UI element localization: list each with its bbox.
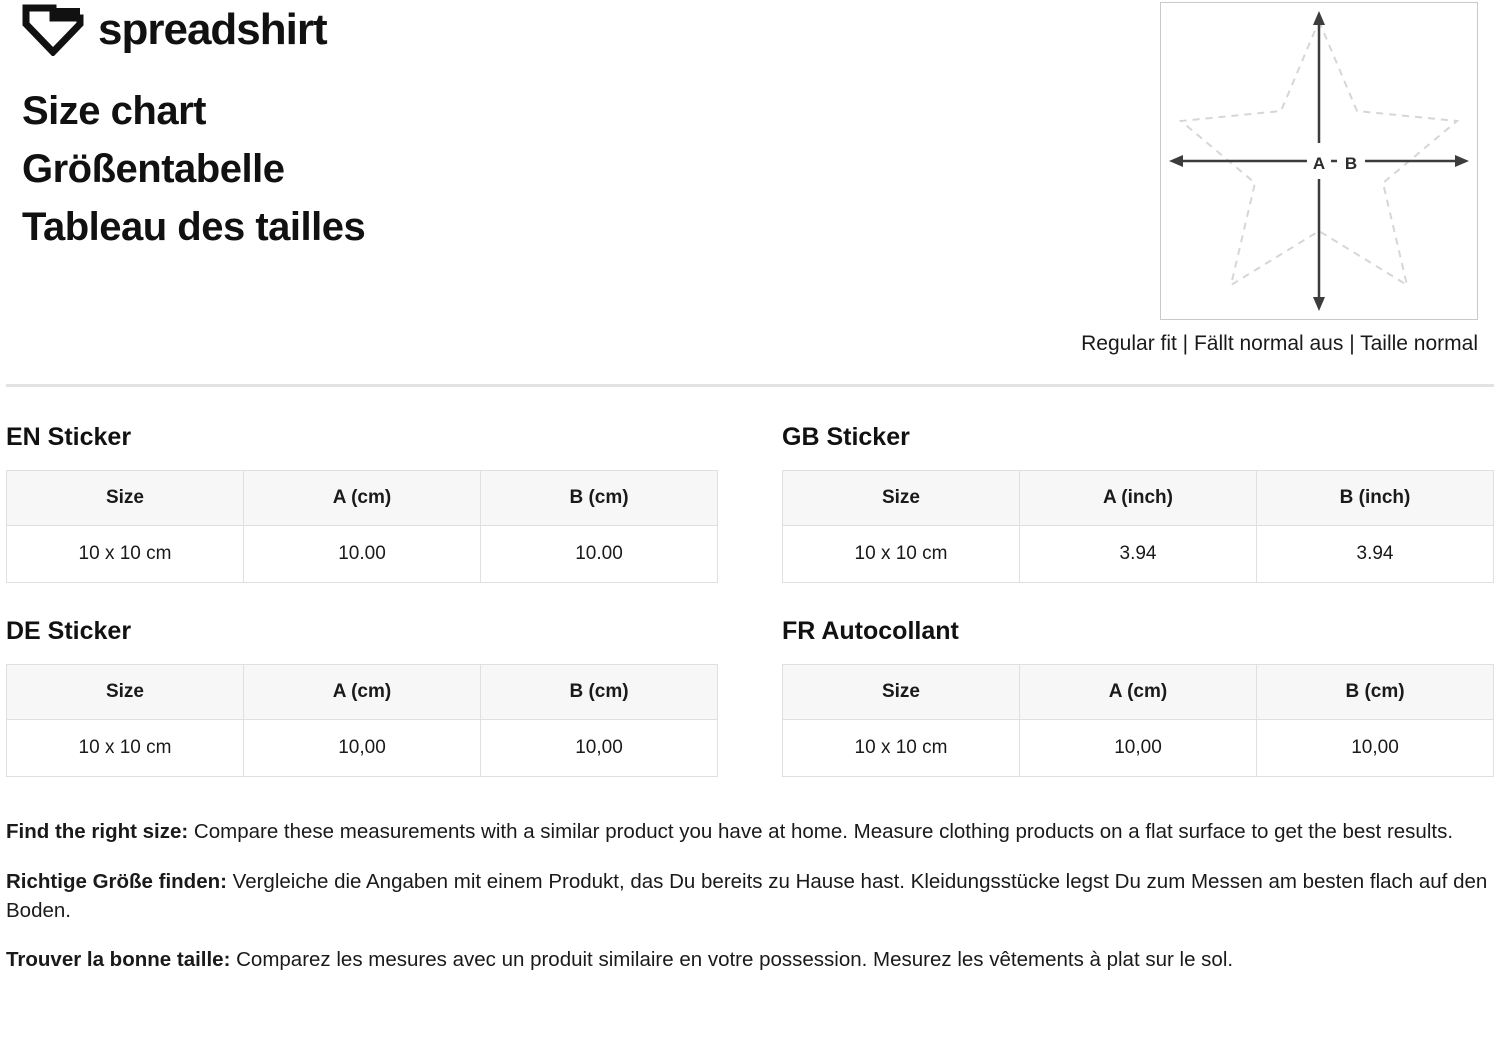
note-de-text: Vergleiche die Angaben mit einem Produkt, das Du bereits zu Hause hast. Kleidungsstücke legst Du zum Messen am besten flach auf den Boden. [6, 869, 1488, 922]
brand-and-titles [22, 0, 365, 256]
spreadshirt-heart-logo-icon [22, 4, 84, 56]
brand-logo [22, 4, 365, 56]
column-header-a: A (cm) [244, 471, 481, 526]
table-row [783, 526, 1494, 583]
column-header-size: Size [7, 665, 244, 720]
page-header [0, 0, 1500, 356]
column-header-a: A (cm) [244, 665, 481, 720]
brand-name: spreadshirt [98, 5, 327, 54]
size-table-gb [782, 470, 1494, 583]
measurement-notes [0, 817, 1500, 974]
table-row [783, 720, 1494, 777]
column-header-size: Size [783, 471, 1020, 526]
size-table-de [6, 664, 718, 777]
table-title-en: EN Sticker [6, 423, 132, 451]
table-header-row [7, 665, 718, 720]
fit-caption: Regular fit | Fällt normal aus | Taille normal [1081, 332, 1478, 355]
header-divider [6, 384, 1494, 387]
column-header-a: A (cm) [1020, 665, 1257, 720]
column-header-b: B (cm) [1257, 665, 1494, 720]
cell-b: 10.00 [481, 526, 718, 583]
page-title-fr: Tableau des tailles [22, 205, 366, 249]
cell-b: 10,00 [481, 720, 718, 777]
svg-text:A: A [1312, 154, 1326, 173]
table-block-gb [782, 423, 1494, 583]
table-block-en [6, 423, 718, 583]
cell-a: 10.00 [244, 526, 481, 583]
cell-a: 10,00 [1020, 720, 1257, 777]
table-row [7, 720, 718, 777]
svg-text:B: B [1344, 154, 1358, 173]
table-title-de: DE Sticker [6, 617, 132, 645]
column-header-size: Size [783, 665, 1020, 720]
column-header-b: B (cm) [481, 665, 718, 720]
table-title-gb: GB Sticker [782, 423, 910, 451]
table-header-row [783, 665, 1494, 720]
note-fr-lead: Trouver la bonne taille: [6, 948, 231, 972]
cell-b: 3.94 [1257, 526, 1494, 583]
table-title-fr: FR Autocollant [782, 617, 959, 645]
cell-size: 10 x 10 cm [7, 720, 244, 777]
table-row [7, 526, 718, 583]
column-header-size: Size [7, 471, 244, 526]
table-header-row [783, 471, 1494, 526]
cell-b: 10,00 [1257, 720, 1494, 777]
column-header-a: A (inch) [1020, 471, 1257, 526]
note-fr [6, 945, 1494, 974]
size-tables [0, 423, 1500, 777]
cell-a: 10,00 [244, 720, 481, 777]
cell-a: 3.94 [1020, 526, 1257, 583]
column-header-b: B (cm) [481, 471, 718, 526]
note-de [6, 867, 1494, 925]
size-table-fr [782, 664, 1494, 777]
cell-size: 10 x 10 cm [783, 526, 1020, 583]
table-header-row [7, 471, 718, 526]
column-header-b: B (inch) [1257, 471, 1494, 526]
note-en-lead: Find the right size: [6, 820, 189, 843]
note-de-lead: Richtige Größe finden: [6, 869, 227, 893]
note-fr-text: Comparez les mesures avec un produit similaire en votre possession. Mesurez les vêtements à plat sur le sol. [230, 948, 1234, 972]
note-en [6, 817, 1494, 846]
cell-size: 10 x 10 cm [7, 526, 244, 583]
note-en-text: Compare these measurements with a similar product you have at home. Measure clothing products on a flat surface to get the best results. [188, 820, 1454, 843]
table-block-fr [782, 617, 1494, 777]
size-table-en [6, 470, 718, 583]
page-title-de: Größentabelle [22, 147, 285, 191]
cell-size: 10 x 10 cm [783, 720, 1020, 777]
page-title-en: Size chart [22, 89, 206, 133]
sticker-star-measure-diagram-icon [1160, 2, 1478, 320]
table-block-de [6, 617, 718, 777]
fit-illustration-block [1081, 0, 1478, 356]
